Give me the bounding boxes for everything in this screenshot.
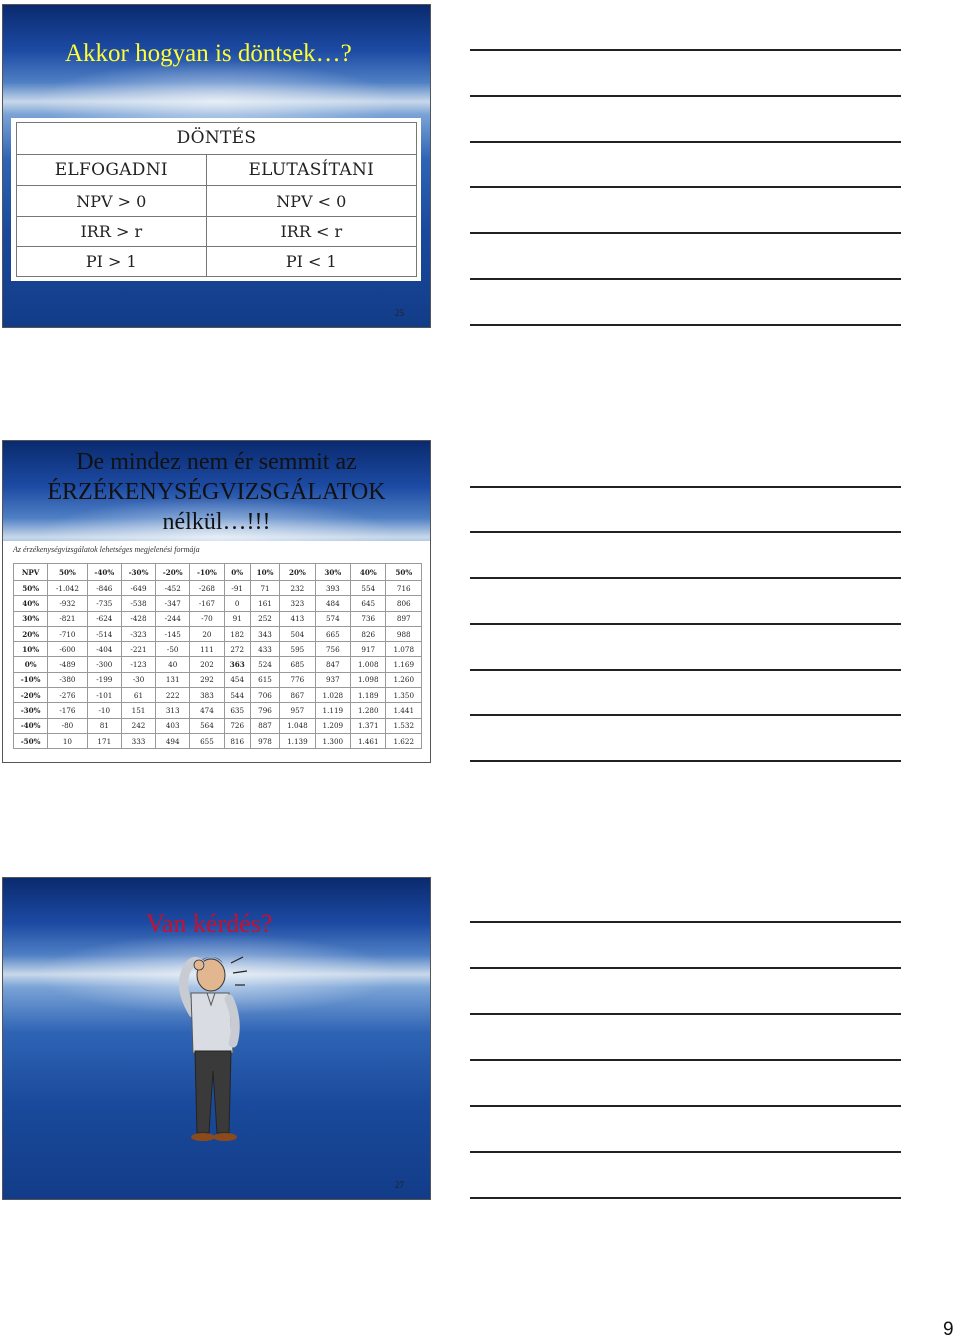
row-header: -10% [14, 672, 48, 687]
table-cell: 1.532 [386, 718, 422, 733]
table-cell: -514 [87, 626, 121, 641]
table-cell: 847 [315, 657, 350, 672]
table-cell: 978 [250, 733, 279, 748]
note-line [470, 623, 901, 625]
table-cell: 826 [351, 626, 386, 641]
note-line [470, 1197, 901, 1199]
title-line: De mindez nem ér semmit az [76, 449, 357, 475]
table-cell: 1.260 [386, 672, 422, 687]
note-line [470, 760, 901, 762]
table-cell: -428 [121, 611, 155, 626]
table-cell: 1.209 [315, 718, 350, 733]
table-row [14, 611, 422, 626]
table-cell: -101 [87, 688, 121, 703]
sensitivity-panel [3, 541, 430, 762]
table-cell: 917 [351, 642, 386, 657]
table-cell: -735 [87, 596, 121, 611]
row-header: 30% [14, 611, 48, 626]
table-cell: 655 [190, 733, 224, 748]
table-cell: 71 [250, 581, 279, 596]
table-cell: 504 [280, 626, 315, 641]
table-cell: 806 [386, 596, 422, 611]
table-cell: -1.042 [48, 581, 87, 596]
table-cell: 937 [315, 672, 350, 687]
slide-title: Akkor hogyan is döntsek…? [65, 40, 352, 67]
table-cell: -10 [87, 703, 121, 718]
table-cell: -50 [156, 642, 190, 657]
table-cell: 988 [386, 626, 422, 641]
table-cell: 61 [121, 688, 155, 703]
table-cell: 897 [386, 611, 422, 626]
table-cell: 1.622 [386, 733, 422, 748]
note-line [470, 49, 901, 51]
table-cell: 222 [156, 688, 190, 703]
table-cell: 726 [224, 718, 250, 733]
table-cell: 1.189 [351, 688, 386, 703]
table-cell: 161 [250, 596, 279, 611]
row-header: -50% [14, 733, 48, 748]
table-cell: 1.098 [351, 672, 386, 687]
title-line: nélkül…!!! [162, 509, 271, 535]
table-cell: PI < 1 [206, 246, 416, 276]
column-header: NPV [14, 564, 48, 581]
column-header: 50% [48, 564, 87, 581]
table-cell: 403 [156, 718, 190, 733]
thinking-man-illustration [163, 943, 273, 1153]
note-line [470, 669, 901, 671]
table-cell: 242 [121, 718, 155, 733]
table-cell: 1.169 [386, 657, 422, 672]
decision-table-panel [11, 118, 421, 281]
table-cell: 1.371 [351, 718, 386, 733]
table-header: DÖNTÉS [17, 123, 417, 155]
table-cell: 685 [280, 657, 315, 672]
note-line [470, 186, 901, 188]
table-cell: -167 [190, 596, 224, 611]
table-row [14, 581, 422, 596]
table-cell: 716 [386, 581, 422, 596]
table-cell: -710 [48, 626, 87, 641]
table-cell: 635 [224, 703, 250, 718]
note-line [470, 1105, 901, 1107]
note-line [470, 714, 901, 716]
table-cell: 1.139 [280, 733, 315, 748]
note-line [470, 1013, 901, 1015]
title-line: ÉRZÉKENYSÉGVIZSGÁLATOK [47, 479, 386, 505]
table-cell: 111 [190, 642, 224, 657]
table-cell: 171 [87, 733, 121, 748]
table-cell: 524 [250, 657, 279, 672]
table-cell: 363 [224, 657, 250, 672]
table-cell: 413 [280, 611, 315, 626]
table-cell: -538 [121, 596, 155, 611]
table-cell: 20 [190, 626, 224, 641]
slide-title: Van kérdés? [146, 909, 273, 938]
row-header: 10% [14, 642, 48, 657]
table-row [14, 688, 422, 703]
table-cell: -932 [48, 596, 87, 611]
table-cell: -323 [121, 626, 155, 641]
table-cell: -268 [190, 581, 224, 596]
column-header: -10% [190, 564, 224, 581]
table-cell: -624 [87, 611, 121, 626]
column-header: 50% [386, 564, 422, 581]
table-cell: 645 [351, 596, 386, 611]
table-cell: -489 [48, 657, 87, 672]
table-cell: 736 [351, 611, 386, 626]
table-cell: 91 [224, 611, 250, 626]
table-row [14, 626, 422, 641]
column-header: -40% [87, 564, 121, 581]
table-cell: 202 [190, 657, 224, 672]
table-cell: IRR < r [206, 216, 416, 246]
table-cell: 343 [250, 626, 279, 641]
column-header: 40% [351, 564, 386, 581]
table-cell: -600 [48, 642, 87, 657]
table-cell: -91 [224, 581, 250, 596]
table-cell: 252 [250, 611, 279, 626]
slide-27 [2, 877, 431, 1200]
table-cell: -404 [87, 642, 121, 657]
note-line [470, 486, 901, 488]
table-row [14, 596, 422, 611]
table-cell: -244 [156, 611, 190, 626]
table-cell: -199 [87, 672, 121, 687]
table-row [14, 672, 422, 687]
table-cell: 10 [48, 733, 87, 748]
column-header-accept: ELFOGADNI [17, 154, 207, 186]
table-cell: -145 [156, 626, 190, 641]
table-row [14, 703, 422, 718]
table-cell: 333 [121, 733, 155, 748]
table-cell: 706 [250, 688, 279, 703]
table-cell: 151 [121, 703, 155, 718]
table-cell: 1.048 [280, 718, 315, 733]
table-cell: 1.350 [386, 688, 422, 703]
row-header: -20% [14, 688, 48, 703]
table-cell: NPV > 0 [17, 186, 207, 216]
table-cell: -347 [156, 596, 190, 611]
table-cell: PI > 1 [17, 246, 207, 276]
table-cell: 292 [190, 672, 224, 687]
table-cell: -123 [121, 657, 155, 672]
table-cell: 393 [315, 581, 350, 596]
slide-title [3, 447, 430, 537]
column-header: 0% [224, 564, 250, 581]
table-cell: IRR > r [17, 216, 207, 246]
table-cell: 665 [315, 626, 350, 641]
row-header: -40% [14, 718, 48, 733]
table-cell: -846 [87, 581, 121, 596]
column-header: 10% [250, 564, 279, 581]
table-cell: 131 [156, 672, 190, 687]
table-cell: 454 [224, 672, 250, 687]
table-cell: -452 [156, 581, 190, 596]
table-cell: 474 [190, 703, 224, 718]
table-cell: 182 [224, 626, 250, 641]
note-line [470, 531, 901, 533]
table-cell: 0 [224, 596, 250, 611]
table-cell: -70 [190, 611, 224, 626]
table-cell: -221 [121, 642, 155, 657]
row-header: 50% [14, 581, 48, 596]
note-line [470, 577, 901, 579]
table-cell: 323 [280, 596, 315, 611]
table-cell: 1.280 [351, 703, 386, 718]
table-cell: 554 [351, 581, 386, 596]
table-cell: 494 [156, 733, 190, 748]
table-row [14, 718, 422, 733]
note-line [470, 232, 901, 234]
table-cell: 272 [224, 642, 250, 657]
page-number: 9 [943, 1319, 954, 1340]
note-line [470, 324, 901, 326]
row-header: 20% [14, 626, 48, 641]
table-row [14, 642, 422, 657]
table-caption: Az érzékenységvizsgálatok lehetséges megjelenési formája [13, 545, 200, 554]
table-row [14, 733, 422, 748]
note-line [470, 1059, 901, 1061]
table-cell: 232 [280, 581, 315, 596]
column-header: -30% [121, 564, 155, 581]
slide-number: 25 [395, 308, 404, 318]
table-cell: -176 [48, 703, 87, 718]
table-cell: 574 [315, 611, 350, 626]
table-cell: 433 [250, 642, 279, 657]
table-cell: 1.008 [351, 657, 386, 672]
slide-26 [2, 440, 431, 763]
slide-25 [2, 4, 431, 328]
column-header: -20% [156, 564, 190, 581]
table-cell: -380 [48, 672, 87, 687]
table-cell: -276 [48, 688, 87, 703]
table-cell: 564 [190, 718, 224, 733]
note-line [470, 921, 901, 923]
table-cell: 313 [156, 703, 190, 718]
table-cell: -821 [48, 611, 87, 626]
table-cell: 81 [87, 718, 121, 733]
row-header: 0% [14, 657, 48, 672]
table-cell: 756 [315, 642, 350, 657]
table-cell: 957 [280, 703, 315, 718]
table-cell: -30 [121, 672, 155, 687]
row-header: -30% [14, 703, 48, 718]
table-cell: 1.119 [315, 703, 350, 718]
note-line [470, 278, 901, 280]
table-cell: 1.441 [386, 703, 422, 718]
table-cell: 867 [280, 688, 315, 703]
table-cell: -300 [87, 657, 121, 672]
table-cell: -80 [48, 718, 87, 733]
column-header-reject: ELUTASÍTANI [206, 154, 416, 186]
note-line [470, 967, 901, 969]
table-cell: -649 [121, 581, 155, 596]
table-cell: 595 [280, 642, 315, 657]
table-cell: 776 [280, 672, 315, 687]
note-line [470, 95, 901, 97]
column-header: 20% [280, 564, 315, 581]
decision-table [16, 122, 417, 277]
table-cell: 383 [190, 688, 224, 703]
row-header: 40% [14, 596, 48, 611]
column-header: 30% [315, 564, 350, 581]
note-line [470, 1151, 901, 1153]
table-cell: 796 [250, 703, 279, 718]
table-cell: 887 [250, 718, 279, 733]
sensitivity-table [13, 563, 422, 749]
table-row [14, 657, 422, 672]
table-cell: 544 [224, 688, 250, 703]
table-cell: 484 [315, 596, 350, 611]
table-cell: 615 [250, 672, 279, 687]
note-line [470, 141, 901, 143]
table-cell: 1.300 [315, 733, 350, 748]
table-cell: 1.461 [351, 733, 386, 748]
table-cell: NPV < 0 [206, 186, 416, 216]
table-cell: 816 [224, 733, 250, 748]
table-cell: 1.078 [386, 642, 422, 657]
table-cell: 1.028 [315, 688, 350, 703]
slide-number: 27 [395, 1180, 404, 1190]
table-cell: 40 [156, 657, 190, 672]
